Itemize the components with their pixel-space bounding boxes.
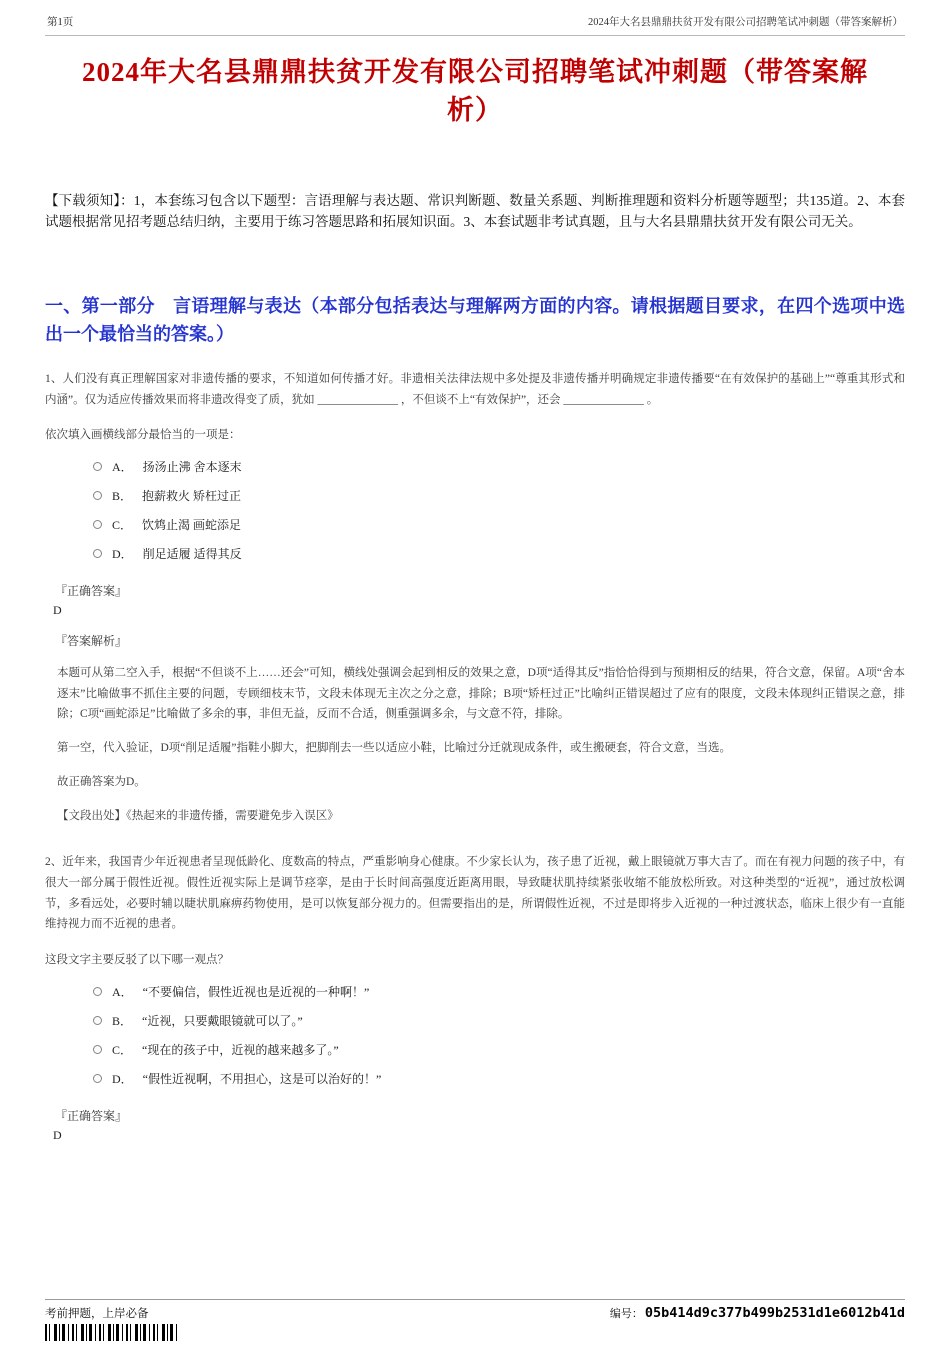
document-title: 2024年大名县鼎鼎扶贫开发有限公司招聘笔试冲刺题（带答案解析） <box>82 57 868 125</box>
question-2-options <box>93 977 905 1093</box>
header-doc-title: 2024年大名县鼎鼎扶贫开发有限公司招聘笔试冲刺题（带答案解析） <box>588 17 903 28</box>
q1-correct-answer-label: 『正确答案』 <box>55 584 128 599</box>
page-header <box>45 0 905 36</box>
document-body <box>45 54 905 1143</box>
q1-analysis-paragraph: 第一空，代入验证，D项“削足适履”指鞋小脚大，把脚削去一些以适应小鞋，比喻过分迁就现成条件，或生搬硬套，符合文意，当选。 <box>57 741 732 754</box>
question-1-options <box>93 452 905 568</box>
question-1 <box>45 369 905 826</box>
question-2-option-c[interactable] <box>93 1035 905 1064</box>
question-1-option-d[interactable] <box>93 539 905 568</box>
question-1-option-c[interactable] <box>93 510 905 539</box>
question-2-option-d[interactable] <box>93 1064 905 1093</box>
q2-option-d-radio-icon[interactable] <box>93 1074 102 1083</box>
option-text: “近视，只要戴眼镜就可以了。” <box>142 1013 303 1028</box>
question-1-stem: 1、人们没有真正理解国家对非遗传播的要求，不知道如何传播才好。非遗相关法律法规中多处提及非遗传播并明确规定非遗传播要“在有效保护的基础上”“尊重其形式和内涵”。仅为适应传播效果而将非遗改得变了质，犹如 ______________ ，不但谈不上“有效保护”，还会 ______________ 。 <box>45 373 905 406</box>
q1-option-a-radio-icon[interactable] <box>93 462 102 471</box>
question-2 <box>45 852 905 1143</box>
option-letter: A． <box>112 984 133 999</box>
footer-slogan: 考前押题，上岸必备 <box>45 1308 149 1320</box>
question-2-stem: 2、近年来，我国青少年近视患者呈现低龄化、度数高的特点，严重影响身心健康。不少家长认为，孩子患了近视，戴上眼镜就万事大吉了。而在有视力问题的孩子中，有很大一部分属于假性近视。假性近视实际上是调节痉挛，是由于长时间高强度近距离用眼，导致睫状肌持续紧张收缩不能放松所致。对这种类型的“近视”，通过放松调节，多看远处，必要时辅以睫状肌麻痹药物使用，是可以恢复部分视力的。但需要指出的是，所谓假性近视，不过是即将步入近视的一种过渡状态，临床上很少有一直能维持视力而不近视的患者。 <box>45 856 905 931</box>
option-letter: B． <box>112 489 133 504</box>
download-notice: 【下载须知】：1，本套练习包含以下题型：言语理解与表达题、常识判断题、数量关系题、判断推理题和资料分析题等题型；共135道。2、本套试题根据常见招考题总结归纳，主要用于练习答题思路和拓展知识面。3、本套试题非考试真题，且与大名县鼎鼎扶贫开发有限公司无关。 <box>45 192 905 230</box>
q2-correct-answer-value: D <box>53 1127 62 1142</box>
footer-doc-code <box>610 1305 905 1321</box>
option-text: 抱薪救火 矫枉过正 <box>142 489 242 504</box>
option-text: 削足适履 适得其反 <box>142 547 242 562</box>
option-letter: A． <box>112 460 133 475</box>
q2-option-a-radio-icon[interactable] <box>93 987 102 996</box>
q1-source-line: 【文段出处】《热起来的非遗传播，需要避免步入误区》 <box>57 810 339 823</box>
doc-code-label: 编号： <box>609 1308 643 1320</box>
question-2-option-b[interactable] <box>93 1006 905 1035</box>
barcode-icon <box>45 1324 177 1341</box>
question-1-option-a[interactable] <box>93 452 905 481</box>
q1-option-d-radio-icon[interactable] <box>93 549 102 558</box>
option-letter: C． <box>112 518 133 533</box>
option-text: “不要偏信，假性近视也是近视的一种啊！” <box>142 984 370 999</box>
q1-correct-answer-value: D <box>53 603 62 618</box>
q2-option-c-radio-icon[interactable] <box>93 1045 102 1054</box>
question-1-prompt: 依次填入画横线部分最恰当的一项是： <box>45 429 241 442</box>
option-text: “假性近视啊，不用担心，这是可以治好的！” <box>142 1071 382 1086</box>
option-text: 饮鸩止渴 画蛇添足 <box>142 518 242 533</box>
doc-code-value: 05b414d9c377b499b2531d1e6012b41d <box>644 1305 905 1321</box>
q1-option-b-radio-icon[interactable] <box>93 491 102 500</box>
q2-option-b-radio-icon[interactable] <box>93 1016 102 1025</box>
option-letter: D． <box>112 547 133 562</box>
question-2-prompt: 这段文字主要反驳了以下哪一观点？ <box>45 953 229 966</box>
option-text: “现在的孩子中，近视的越来越多了。” <box>142 1042 339 1057</box>
q1-analysis-paragraph: 故正确答案为D。 <box>57 775 146 788</box>
page-footer <box>45 1299 905 1345</box>
footer-row <box>45 1300 905 1321</box>
q2-correct-answer-label: 『正确答案』 <box>55 1108 128 1123</box>
section-heading: 一、第一部分 言语理解与表达（本部分包括表达与理解两方面的内容。请根据题目要求，在四个选项中选出一个最恰当的答案。） <box>45 296 905 345</box>
question-2-option-a[interactable] <box>93 977 905 1006</box>
q1-option-c-radio-icon[interactable] <box>93 520 102 529</box>
option-letter: B． <box>112 1013 133 1028</box>
page-number: 第1页 <box>47 17 74 28</box>
option-letter: C． <box>112 1042 133 1057</box>
option-letter: D． <box>112 1071 133 1086</box>
question-1-option-b[interactable] <box>93 481 905 510</box>
q1-analysis-label: 『答案解析』 <box>55 634 128 649</box>
q1-analysis-paragraph: 本题可从第二空入手，根据“不但谈不上……还会”可知，横线处强调会起到相反的效果之意，D项“适得其反”指恰恰得到与预期相反的结果，符合文意，保留。A项“舍本逐末”比喻做事不抓住主要的问题，专顾细枝末节，文段未体现无主次之分之意，排除；B项“矫枉过正”比喻纠正错误超过了应有的限度，文段未体现纠正错误之意，排除；C项“画蛇添足”比喻做了多余的事，非但无益，反而不合适，侧重强调多余，与文意不符，排除。 <box>57 667 905 720</box>
option-text: 扬汤止沸 舍本逐末 <box>142 460 242 475</box>
